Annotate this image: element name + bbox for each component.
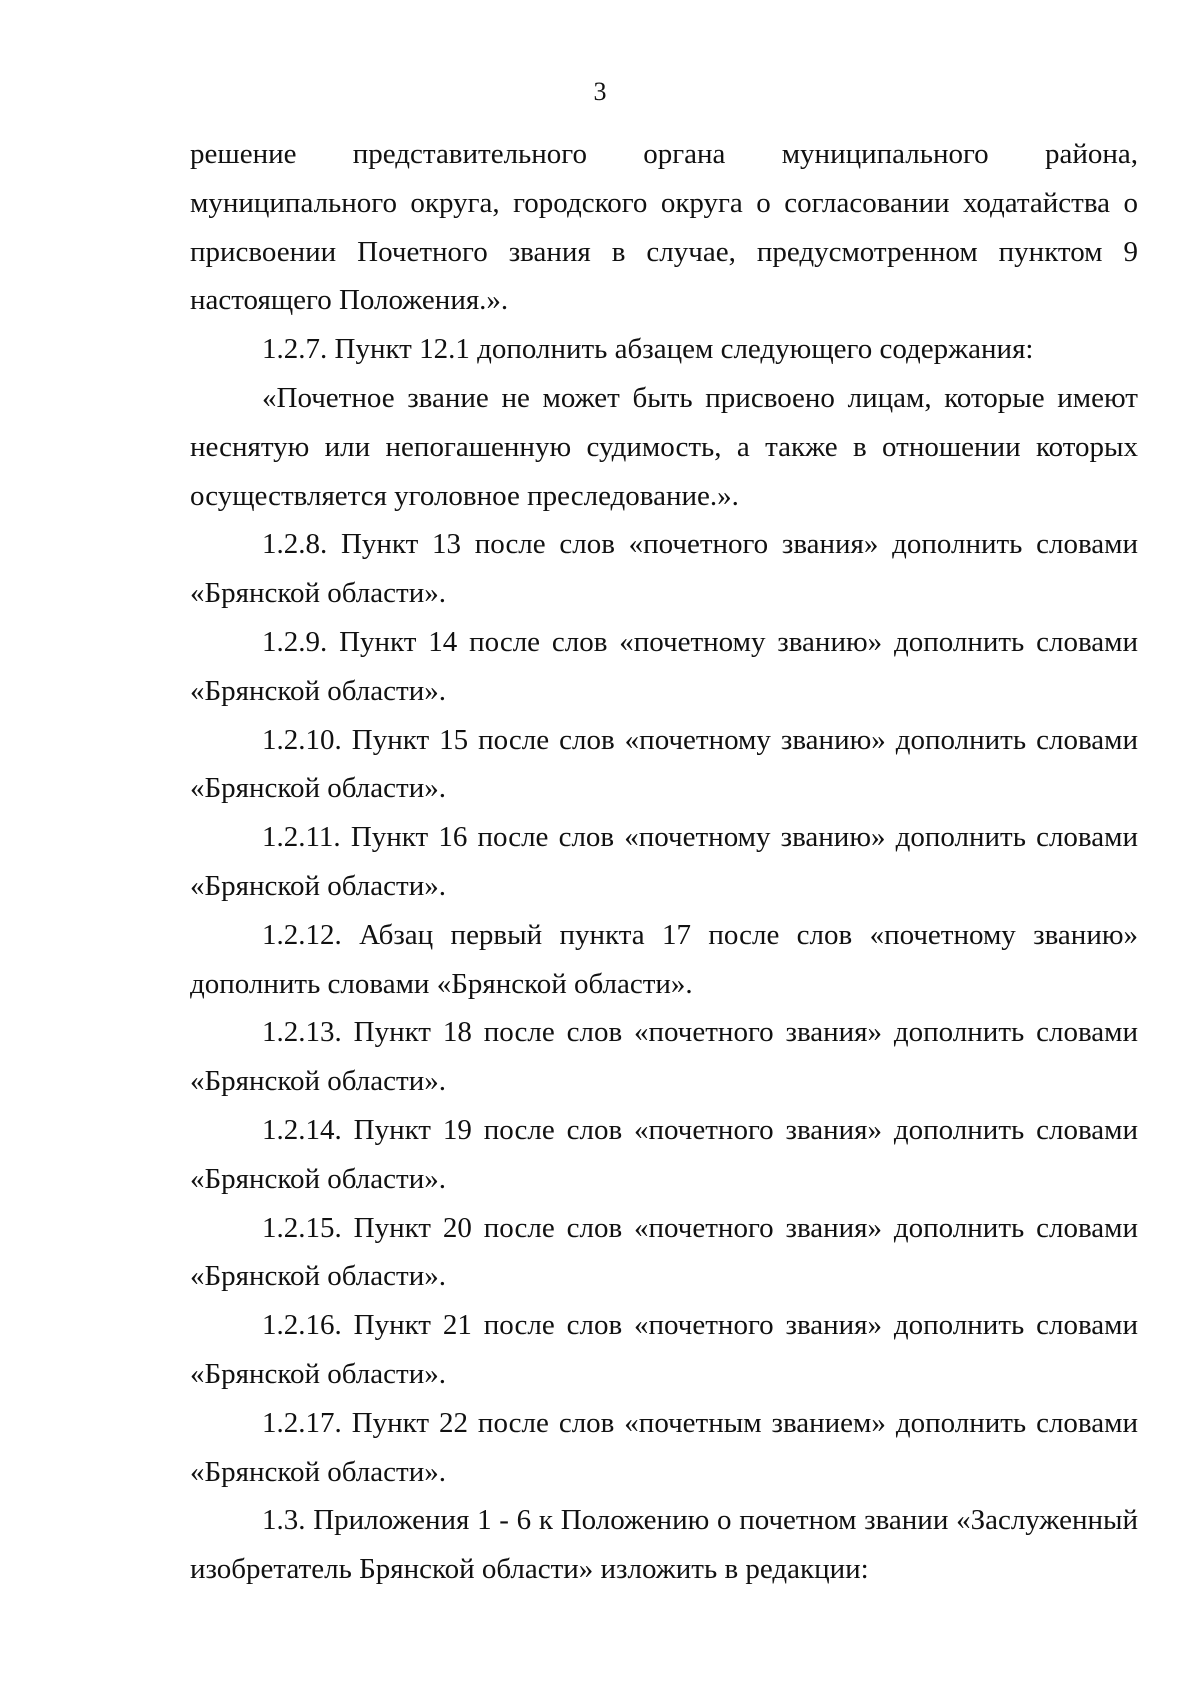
paragraph-continuation: решение представительного органа муниципального района, муниципального округа, городского округа о согласовании ходатайства о присвоении Почетного звания в случае, предусмотренном пунктом 9 настоящего Положения.». <box>190 138 1138 317</box>
page-number: 3 <box>593 77 607 106</box>
paragraph-quoted-addition: «Почетное звание не может быть присвоено лицам, которые имеют неснятую или непогашенную судимость, а также в отношении которых осуществляется уголовное преследование.». <box>190 381 1138 512</box>
paragraph-1-2-17: 1.2.17. Пункт 22 после слов «почетным званием» дополнить словами «Брянской области». <box>190 1406 1138 1488</box>
paragraph-1-2-9: 1.2.9. Пункт 14 после слов «почетному званию» дополнить словами «Брянской области». <box>190 625 1138 707</box>
paragraph-1-2-15: 1.2.15. Пункт 20 после слов «почетного звания» дополнить словами «Брянской области». <box>190 1211 1138 1293</box>
paragraph-1-2-11: 1.2.11. Пункт 16 после слов «почетному званию» дополнить словами «Брянской области». <box>190 821 1138 902</box>
paragraph-1-2-13: 1.2.13. Пункт 18 после слов «почетного звания» дополнить словами «Брянской области». <box>190 1016 1138 1098</box>
paragraph-1-2-8: 1.2.8. Пункт 13 после слов «почетного звания» дополнить словами «Брянской области». <box>190 528 1138 610</box>
paragraph-1-2-7: 1.2.7. Пункт 12.1 дополнить абзацем следующего содержания: <box>262 333 1034 366</box>
paragraph-1-2-10: 1.2.10. Пункт 15 после слов «почетному званию» дополнить словами «Брянской области». <box>190 723 1138 805</box>
paragraph-1-3: 1.3. Приложения 1 - 6 к Положению о почетном звании «Заслуженный изобретатель Брянской области» изложить в редакции: <box>190 1504 1138 1586</box>
paragraph-1-2-14: 1.2.14. Пункт 19 после слов «почетного звания» дополнить словами «Брянской области». <box>190 1113 1138 1195</box>
document-body <box>190 130 1138 1594</box>
paragraph-1-2-12: 1.2.12. Абзац первый пункта 17 после слов «почетному званию» дополнить словами «Брянской области». <box>190 918 1138 1000</box>
paragraph-1-2-16: 1.2.16. Пункт 21 после слов «почетного звания» дополнить словами «Брянской области». <box>190 1309 1138 1390</box>
